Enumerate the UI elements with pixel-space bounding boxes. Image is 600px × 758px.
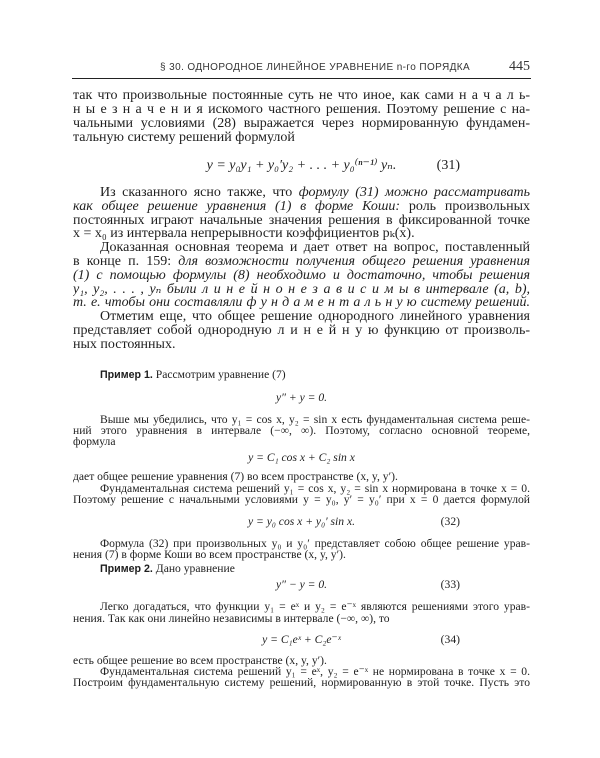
text-segment: Легко догадаться, что функции y₁ = eˣ и y₂ = e⁻ˣ являются решениями этого урав- — [100, 600, 530, 613]
italic-text: для возможности получения общего решения уравнения — [178, 254, 530, 269]
italic-text: y₁, y₂, . . . , yₙ были л и н е й н о н е з а в и с и м ы в интервале (a, b), — [73, 282, 530, 297]
text-line — [73, 548, 530, 561]
formula-text: y = y₀ cos x + y₀′ sin x. — [247, 515, 356, 528]
formula-text: y = C₁eˣ + C₂e⁻ˣ — [262, 633, 341, 646]
italic-text: т. е. чтобы они составляли ф у н д а м е н т а л ь н у ю систему решений. — [73, 295, 530, 310]
equation-number: (32) — [440, 515, 460, 528]
text-segment: дает общее решение уравнения (7) во всем пространстве (x, y, y′). — [73, 470, 398, 483]
text-line — [73, 676, 530, 690]
text-line — [100, 562, 530, 576]
header-rule — [72, 78, 531, 79]
text-line — [73, 130, 530, 146]
text-segment: роль произвольных — [400, 199, 530, 214]
formula-31 — [73, 158, 530, 174]
equation — [73, 578, 530, 591]
example-heading: Пример 2. — [100, 563, 153, 575]
formula-text: y = y₀y₁ + y₀′y₂ + . . . + y₀⁽ⁿ⁻¹⁾ yₙ. — [206, 158, 397, 173]
text-segment: Фундаментальная система решений y₁ = cos x, y₂ = sin x нормирована в точке x = 0. — [100, 482, 530, 495]
formula-text: y″ − y = 0. — [275, 578, 328, 591]
text-segment: Отметим еще, что общее решение однородного линейного уравнения — [100, 309, 530, 324]
running-header: § 30. ОДНОРОДНОЕ ЛИНЕЙНОЕ УРАВНЕНИЕ n-го ПОРЯДКА — [160, 62, 471, 73]
equation — [73, 451, 530, 464]
text-segment: тальную систему решений формулой — [73, 130, 295, 145]
example-heading: Пример 1. — [100, 369, 153, 381]
text-segment: постоянных играют начальные значения решения в фиксированной точке — [73, 213, 530, 228]
text-segment: ний этого уравнения в интервале (−∞, ∞). Поэтому, согласно основной теореме, — [73, 424, 530, 437]
equation — [73, 633, 530, 646]
equation-number: (34) — [440, 633, 460, 646]
text-segment: чальными условиями (28) выражается через нормированную фундамен- — [73, 116, 530, 131]
text-segment: нения (7) в форме Коши во всем пространстве (x, y, y′). — [73, 548, 346, 561]
text-segment: Фундаментальная система решений y₁ = eˣ, y₂ = e⁻ˣ не нормирована в точке x = 0. — [100, 665, 530, 678]
text-line — [73, 435, 530, 448]
text-segment: Формула (32) при произвольных y₀ и y₀′ представляет собою общее решение урав- — [100, 537, 530, 550]
equation-number: (33) — [440, 578, 460, 591]
text-segment: Доказанная основная теорема и дает ответ на вопрос, поставленный — [100, 240, 530, 255]
text-line — [73, 493, 530, 507]
italic-text: (1) с помощью формулы (8) необходимо и достаточно, чтобы решения — [73, 268, 530, 283]
text-segment: в конце п. 159: — [73, 254, 179, 269]
text-line — [73, 612, 530, 625]
text-segment: Поэтому решение с начальными условиями y = y₀, y′ = y₀′ при x = 0 дается формулой — [73, 493, 530, 506]
equation-number: (31) — [436, 158, 460, 173]
text-segment: Построим фундаментальную систему решений, нормированную в этой точке. Пусть это — [73, 676, 530, 689]
text-segment: Выше мы убедились, что y₁ = cos x, y₂ = sin x есть фундаментальная система реше- — [100, 413, 530, 426]
text-line — [73, 337, 530, 353]
text-segment: ных постоянных. — [73, 337, 176, 352]
text-segment: x = x₀ из интервала непрерывности коэффициентов pₖ(x). — [73, 226, 415, 241]
text-segment: нения. Так как они линейно независимы в интервале (−∞, ∞), то — [73, 612, 390, 625]
equation — [73, 391, 530, 404]
text-line — [100, 368, 530, 382]
italic-text: формулу (31) можно рассматривать — [298, 185, 530, 200]
text-segment: н ы е з н а ч е н и я искомого частного решения. Поэтому решение с на- — [73, 102, 530, 117]
text-segment: представляет собой однородную л и н е й н у ю функцию от произволь- — [73, 323, 530, 338]
text-segment: Рассмотрим уравнение (7) — [152, 368, 286, 381]
text-segment: формула — [73, 435, 116, 448]
equation — [73, 515, 530, 528]
formula-text: y = C₁ cos x + C₂ sin x — [248, 451, 355, 464]
italic-text: как общее решение уравнения (1) в форме Коши: — [73, 199, 401, 214]
formula-text: y″ + y = 0. — [275, 391, 328, 404]
text-segment: Дано уравнение — [152, 562, 235, 575]
text-segment: Из сказанного ясно также, что — [100, 185, 299, 200]
page-number: 445 — [509, 59, 530, 74]
text-segment: так что произвольные постоянные суть не что иное, как сами н а ч а л ь- — [73, 88, 530, 103]
text-segment: есть общее решение во всем пространстве (x, y, y′). — [73, 654, 327, 667]
